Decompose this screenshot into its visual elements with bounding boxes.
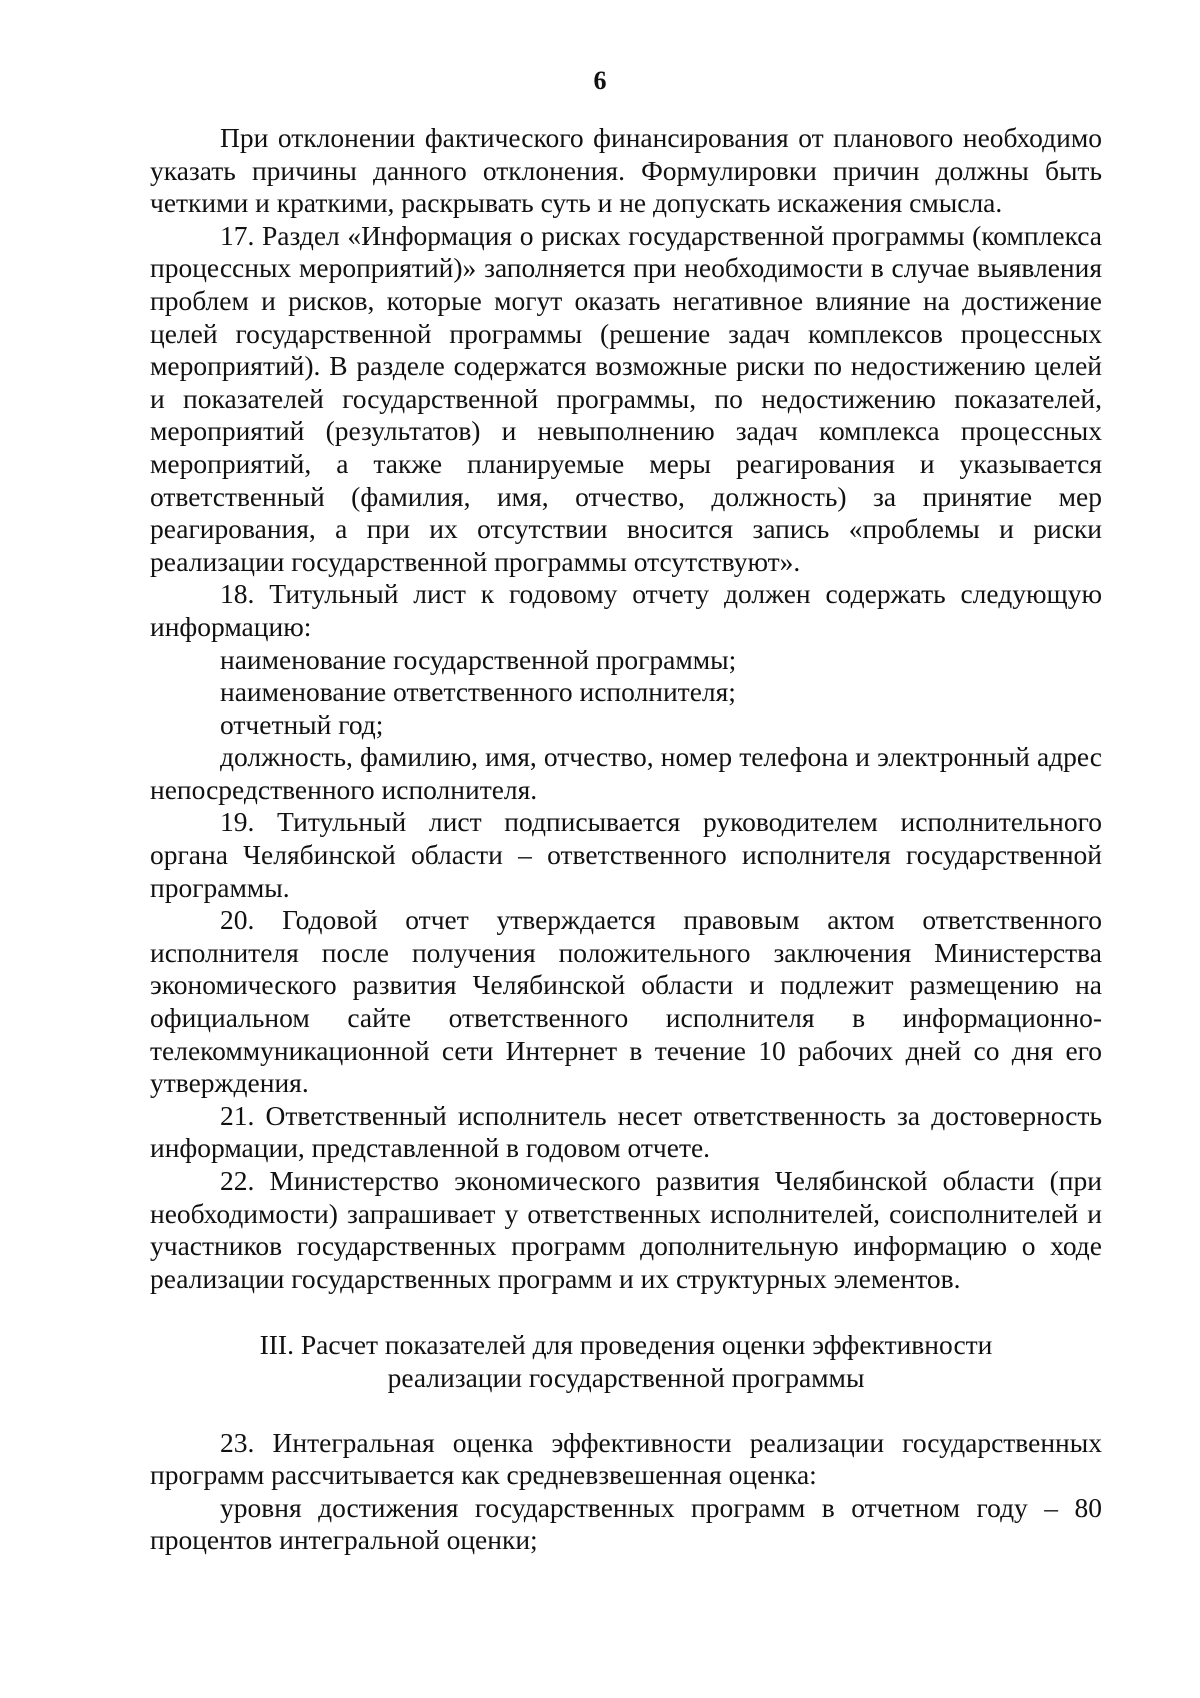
paragraph-18-title-page: 18. Титульный лист к годовому отчету должен содержать следующую информацию:	[150, 578, 1102, 642]
paragraph-23-integral-assessment: 23. Интегральная оценка эффективности реализации государственных программ рассчитывается как средневзвешенная оценка:	[150, 1426, 1102, 1491]
document-body	[150, 122, 1102, 1557]
paragraph-19-signing: 19. Титульный лист подписывается руководителем исполнительного органа Челябинской области – ответственного исполнителя государственной программы.	[150, 806, 1102, 903]
paragraph-22-ministry-request: 22. Министерство экономического развития Челябинской области (при необходимости) запрашивает у ответственных исполнителей, соисполнителей и участников государственных программ дополнительную информацию о ходе реализации государственных программ и их структурных элементов.	[150, 1165, 1102, 1294]
paragraph-17-risks-section: 17. Раздел «Информация о рисках государственной программы (комплекса процессных мероприятий)» заполняется при необходимости в случае выявления проблем и рисков, которые могут оказать негативное влияние на достижение целей государственной программы (решение задач комплексов процессных мероприятий). В разделе содержатся возможные риски по недостижению целей и показателей государственной программы, по недостижению показателей, мероприятий (результатов) и невыполнению задач комплекса процессных мероприятий, а также планируемые меры реагирования и указывается ответственный (фамилия, имя, отчество, должность) за принятие мер реагирования, а при их отсутствии вносится запись «проблемы и риски реализации государственной программы отсутствуют».	[150, 219, 1102, 577]
list-item: должность, фамилию, имя, отчество, номер телефона и электронный адрес непосредственного исполнителя.	[150, 741, 1102, 805]
paragraph-20-approval: 20. Годовой отчет утверждается правовым актом ответственного исполнителя после получения положительного заключения Министерства экономического развития Челябинской области и подлежит размещению на официальном сайте ответственного исполнителя в информационно-телекоммуникационной сети Интернет в течение 10 рабочих дней со дня его утверждения.	[150, 904, 1102, 1099]
list-item: наименование государственной программы;	[220, 643, 737, 675]
paragraph-financing-deviation: При отклонении фактического финансирования от планового необходимо указать причины данного отклонения. Формулировки причин должны быть четкими и краткими, раскрывать суть и не допускать искажения смысла.	[150, 122, 1102, 219]
paragraph-achievement-level: уровня достижения государственных программ в отчетном году – 80 процентов интегральной оценки;	[150, 1491, 1102, 1556]
paragraph-21-responsibility: 21. Ответственный исполнитель несет ответственность за достоверность информации, представленной в годовом отчете.	[150, 1099, 1102, 1164]
page-number: 6	[593, 66, 607, 95]
list-item: наименование ответственного исполнителя;	[220, 676, 736, 708]
list-item: отчетный год;	[220, 708, 384, 740]
section-heading: III. Расчет показателей для проведения оценки эффективности реализации государственной программы	[259, 1329, 993, 1393]
